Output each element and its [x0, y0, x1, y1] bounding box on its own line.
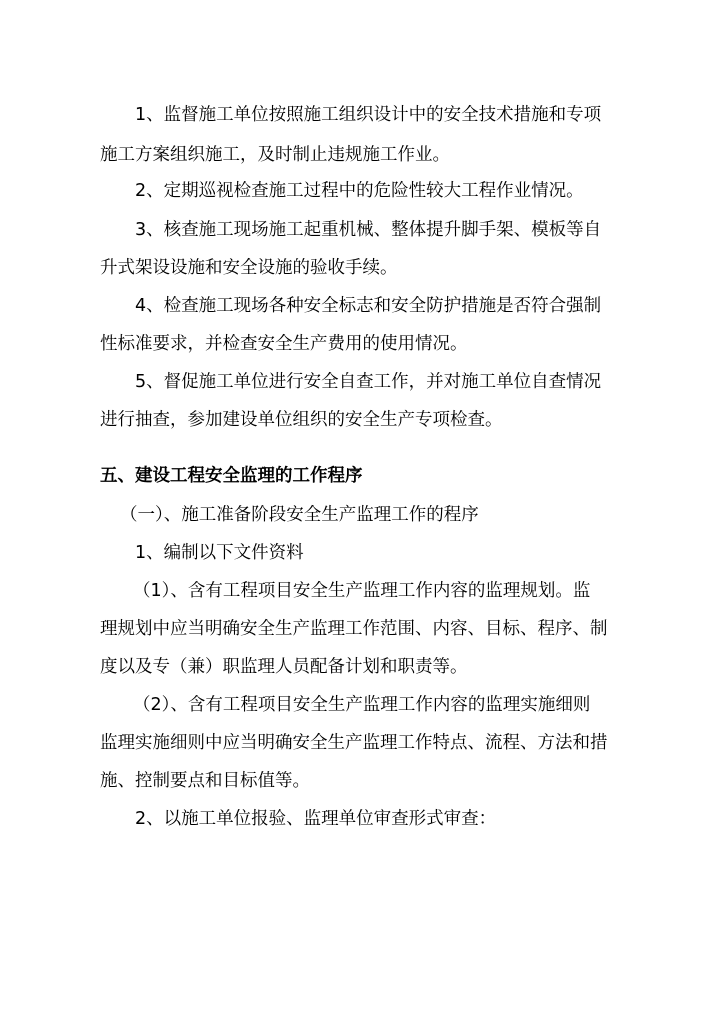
list-item-4-line-1: 4、检查施工现场各种安全标志和安全防护措施是否符合强制	[135, 296, 602, 316]
list-item-3-line-2: 升式架设设施和安全设施的验收手续。	[100, 258, 398, 278]
sub-item-1-line-1: （1）、含有工程项目安全生产监理工作内容的监理规划。监	[133, 581, 591, 601]
section-heading: 五、建设工程安全监理的工作程序	[100, 466, 363, 486]
list-item-1-line-2: 施工方案组织施工，及时制止违规施工作业。	[100, 145, 450, 165]
sub-item-1-line-2: 理规划中应当明确安全生产监理工作范围、内容、目标、程序、制	[100, 619, 608, 639]
sub-item-2-line-2: 监理实施细则中应当明确安全生产监理工作特点、流程、方法和措	[100, 733, 608, 753]
list-item-3-line-1: 3、核查施工现场施工起重机械、整体提升脚手架、模板等自	[135, 220, 602, 240]
list-item-5-line-2: 进行抽查，参加建设单位组织的安全生产专项检查。	[100, 410, 503, 430]
sub-item-2-line-1: （2）、含有工程项目安全生产监理工作内容的监理实施细则	[133, 695, 591, 715]
list-item-5-line-1: 5、督促施工单位进行安全自查工作，并对施工单位自查情况	[135, 372, 602, 392]
sub-item-1-line-3: 度以及专（兼）职监理人员配备计划和职责等。	[100, 657, 468, 677]
list-item-4-line-2: 性标准要求，并检查安全生产费用的使用情况。	[100, 334, 468, 354]
list-item-1-line-1: 1、监督施工单位按照施工组织设计中的安全技术措施和专项	[135, 105, 602, 125]
sub-item-2-line-3: 施、控制要点和目标值等。	[100, 771, 310, 791]
item-review: 2、以施工单位报验、监理单位审查形式审查：	[135, 809, 497, 829]
list-item-2-line-1: 2、定期巡视检查施工过程中的危险性较大工程作业情况。	[135, 181, 584, 201]
item-compile: 1、编制以下文件资料	[135, 543, 304, 563]
subsection-heading: （一）、施工准备阶段安全生产监理工作的程序	[120, 505, 479, 525]
